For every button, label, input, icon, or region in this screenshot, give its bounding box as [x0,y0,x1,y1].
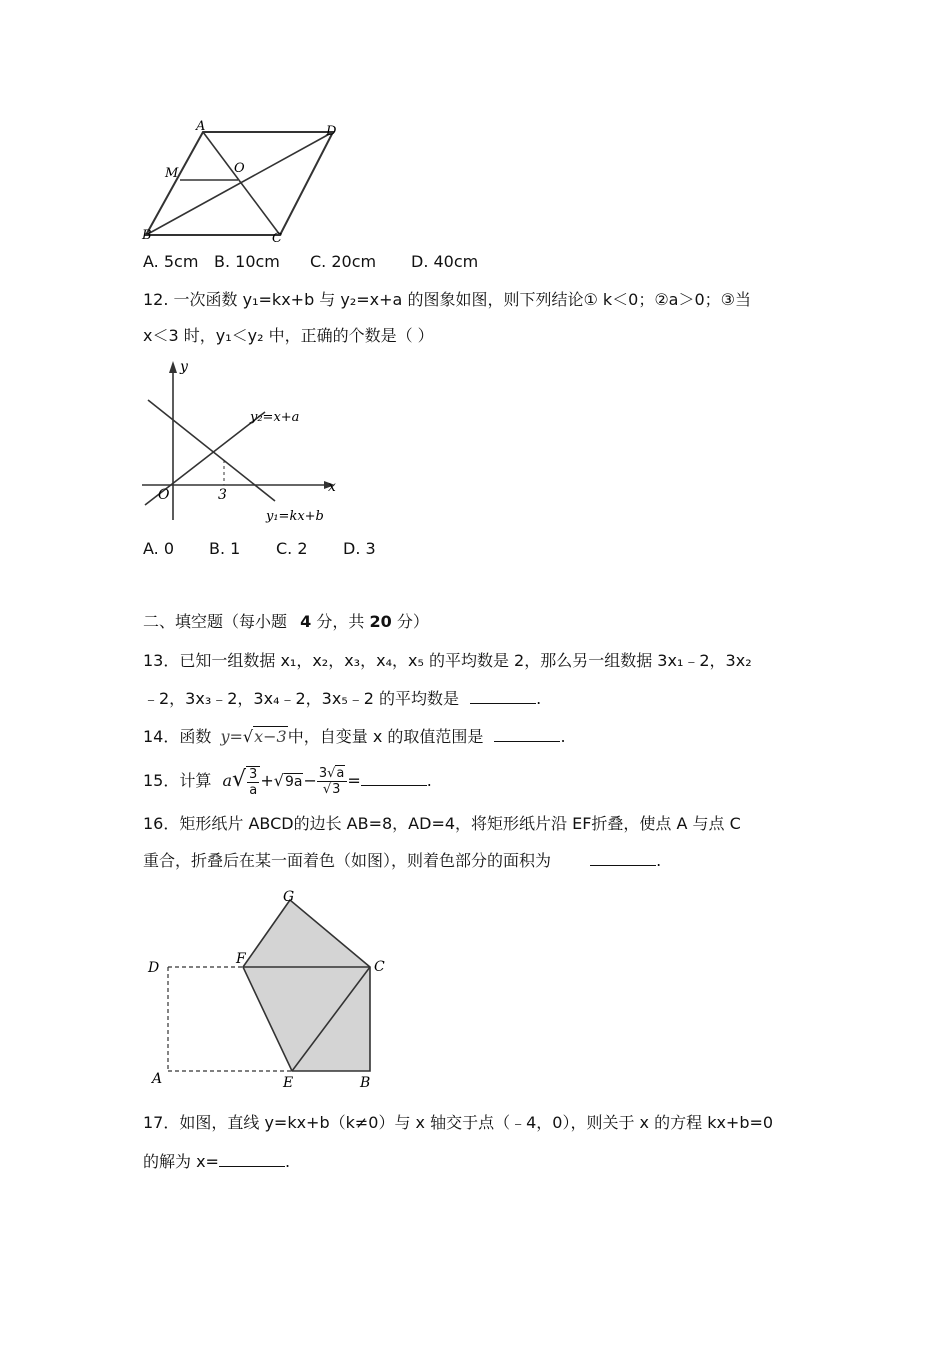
q16-label-e: E [283,1075,294,1091]
q15-frac2 [317,766,348,797]
q16-line1: 16．矩形纸片 ABCD的边长 AB=8，AD=4，将矩形纸片沿 EF折叠，使点 A 与点 C [143,814,741,833]
section2-suffix: 分） [396,612,429,631]
q13-answer-blank[interactable] [470,688,536,704]
q16-label-d: D [148,960,160,976]
q11-option-a: A. 5cm [143,252,199,271]
q14-radicand: x−3 [254,727,287,746]
q16-label-f: F [236,951,246,967]
q16-line2 [143,850,661,871]
section2-mid: 分，共 [316,612,365,631]
q15-sqrt2-sign: √ [273,771,284,790]
q17-line2 [143,1151,290,1172]
q13-line1: 13．已知一组数据 x₁，x₂，x₃，x₄，x₅ 的平均数是 2，那么另一组数据 3x₁﹣2，3x₂ [143,651,752,670]
q12-origin-label: O [158,487,170,503]
q12-option-c: C. 2 [276,539,308,558]
q11-label-m: M [165,166,179,181]
q12-linear-function-graph [140,355,350,525]
q14-after: 中，自变量 x 的取值范围是 [287,727,484,746]
q12-option-b: B. 1 [209,539,241,558]
q15-coef: a [222,771,233,790]
q16-label-b: B [360,1075,371,1091]
q15-frac2-num-coef: 3 [318,766,328,781]
q11-label-d: D [326,124,337,139]
q14-answer-blank[interactable] [494,726,560,742]
section2-total: 20 [369,612,392,631]
q16-line2-text: 重合，折叠后在某一面着色（如图），则着色部分的面积为 [143,851,552,870]
q17-line1: 17．如图，直线 y=kx+b（k≠0）与 x 轴交于点（﹣4，0），则关于 x 的方程 kx+b=0 [143,1113,774,1132]
q15-frac2-num: 3√a [317,766,348,782]
q12-tick-label-3: 3 [218,487,227,503]
q11-label-b: B [142,228,152,243]
q12-number: 12. [143,290,169,309]
q17-answer-blank[interactable] [219,1151,285,1167]
q11-label-c: C [272,231,282,246]
q15-frac1-num: 3 [249,766,258,782]
q13-end: . [536,689,542,708]
q14-start: 14．函数 [143,727,212,746]
q14-line [143,726,566,747]
q15-sqrt1-sign: √ [232,767,247,792]
q12-line-y1-label: y₁=kx+b [266,509,324,524]
section2-points: 4 [300,612,312,631]
q16-end: . [656,851,662,870]
q12-text-line1 [143,290,751,310]
q11-label-a: A [196,119,206,134]
q12-stem-line1: 一次函数 y₁=kx+b 与 y₂=x+a 的图象如图，则下列结论① k＜0；②a＞0；③当 [173,290,751,309]
q12-y-axis-label: y [180,359,188,375]
q16-answer-blank[interactable] [590,850,656,866]
q15-radicand2: 9a [284,774,303,790]
q11-label-o: O [234,161,245,176]
q15-line [143,760,432,804]
q12-line-y2-label: y₂=x+a [250,410,300,425]
q15-minus: − [303,771,317,790]
q17-end: . [284,1152,291,1171]
q15-frac2-den: √3 [322,782,341,797]
q11-option-d: D. 40cm [411,252,479,271]
section2-title-prefix: 二、填空题（每小题 [143,612,288,631]
q15-plus: + [260,771,274,790]
q16-label-g: G [283,889,295,905]
q15-frac1-den: a [249,782,258,798]
q16-label-c: C [374,959,385,975]
q14-end: . [560,727,566,746]
q13-line2 [143,688,541,709]
q13-line2-text: ﹣2，3x₃﹣2，3x₄﹣2，3x₅﹣2 的平均数是 [143,689,459,708]
q15-answer-blank[interactable] [361,770,427,786]
q17-line2-text: 的解为 x= [143,1152,219,1171]
q11-option-c: C. 20cm [310,252,377,271]
q11-options [143,252,478,272]
q12-x-axis-label: x [328,479,336,495]
q15-frac1 [246,766,260,798]
q14-sqrt-sign: √ [242,727,254,746]
q12-options [143,539,376,559]
q15-frac2-num-rad: a [336,766,345,781]
q12-option-a: A. 0 [143,539,175,558]
q15-equals: = [347,771,361,790]
section2-heading [143,612,429,632]
q12-option-d: D. 3 [343,539,376,558]
q11-option-b: B. 10cm [214,252,280,271]
q14-function-lhs: y= [220,727,243,746]
q11-parallelogram-figure [140,115,350,245]
q12-text-line2: x＜3 时，y₁＜y₂ 中，正确的个数是（ ） [143,326,434,345]
q15-end: . [426,771,432,790]
q15-frac2-den-rad: 3 [332,782,341,797]
q16-label-a: A [152,1071,163,1087]
q15-start: 15．计算 [143,771,212,790]
q16-folded-rectangle-figure [140,885,400,1095]
